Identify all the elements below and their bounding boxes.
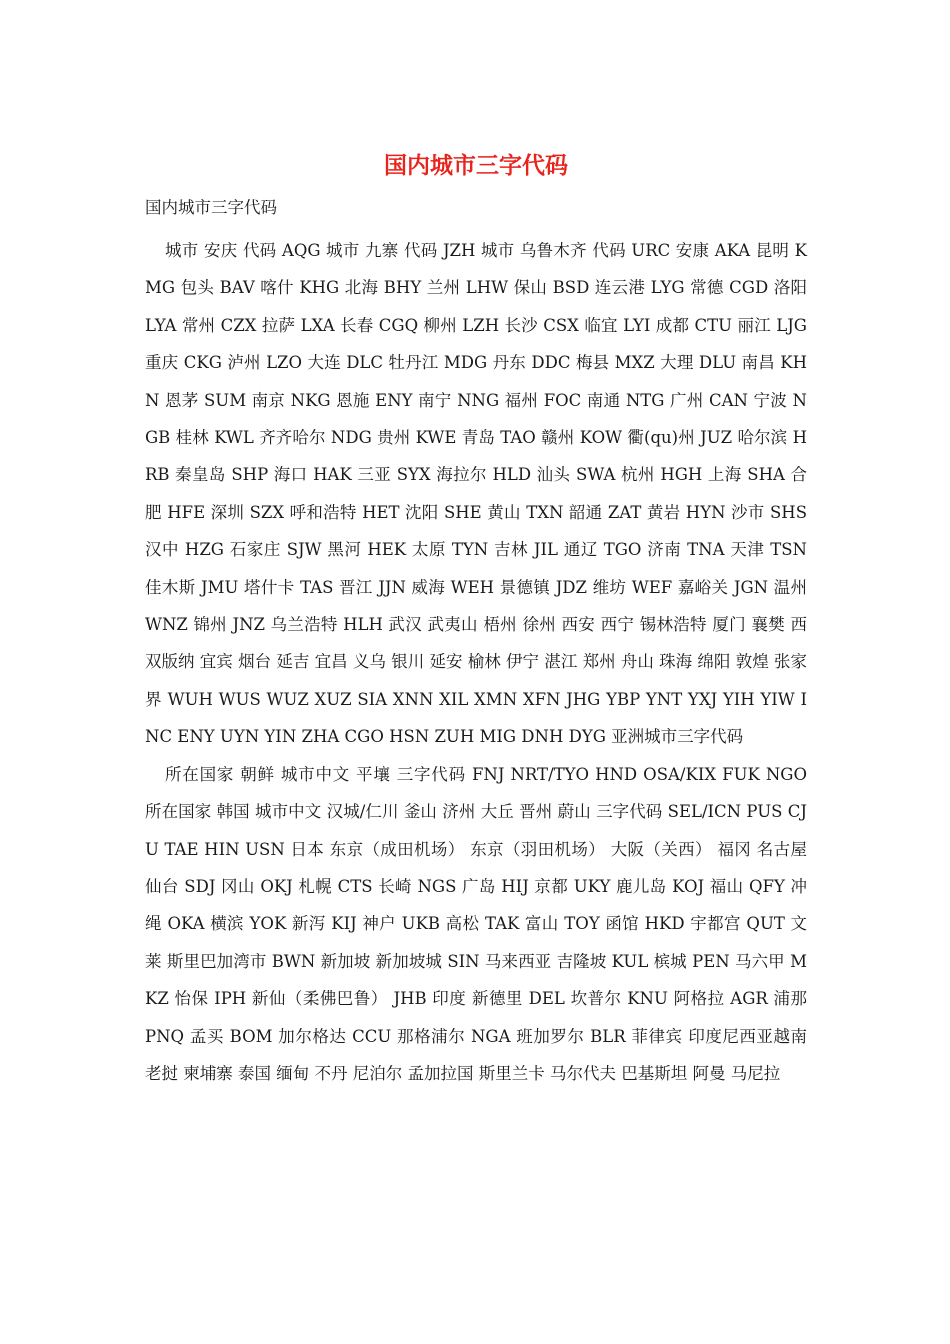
document-title: 国内城市三字代码 <box>384 152 568 179</box>
paragraph-asian-codes: 所在国家 朝鲜 城市中文 平壤 三字代码 FNJ NRT/TYO HND OSA/KIX FUK NGO 所在国家 韩国 城市中文 汉城/仁川 釜山 济州 大丘 晋州 蔚山 三字代码 SEL/ICN PUS CJU TAE HIN USN 日本 东京（成田机场） 东京（羽田机场） 大阪（关西） 福冈 名古屋 仙台 SDJ 冈山 OKJ 札幌 CTS 长崎 NGS 广岛 HIJ 京都 UKY 鹿儿岛 KOJ 福山 QFY 冲绳 OKA 横滨 YOK 新泻 KIJ 神户 UKB 高松 TAK 富山 TOY 函馆 HKD 宇都宫 QUT 文莱 斯里巴加湾市 BWN 新加坡 新加坡城 SIN 马来西亚 吉隆坡 KUL 槟城 PEN 马六甲 MKZ 怡保 IPH 新仙（柔佛巴鲁） JHB 印度 新德里 DEL 坎普尔 KNU 阿格拉 AGR 浦那 PNQ 孟买 BOM 加尔格达 CCU 那格浦尔 NGA 班加罗尔 BLR 菲律宾 印度尼西亚越南 老挝 柬埔寨 泰国 缅甸 不丹 尼泊尔 孟加拉国 斯里兰卡 马尔代夫 巴基斯坦 阿曼 马尼拉 <box>145 764 807 1083</box>
document-subtitle: 国内城市三字代码 <box>145 198 277 217</box>
paragraph-domestic-codes: 城市 安庆 代码 AQG 城市 九寨 代码 JZH 城市 乌鲁木齐 代码 URC 安康 AKA 昆明 KMG 包头 BAV 喀什 KHG 北海 BHY 兰州 LHW 保山 BSD 连云港 LYG 常德 CGD 洛阳 LYA 常州 CZX 拉萨 LXA 长春 CGQ 柳州 LZH 长沙 CSX 临宜 LYI 成都 CTU 丽江 LJG 重庆 CKG 泸州 LZO 大连 DLC 牡丹江 MDG 丹东 DDC 梅县 MXZ 大理 DLU 南昌 KHN 恩茅 SUM 南京 NKG 恩施 ENY 南宁 NNG 福州 FOC 南通 NTG 广州 CAN 宁波 NGB 桂林 KWL 齐齐哈尔 NDG 贵州 KWE 青岛 TAO 赣州 KOW 衢(qu)州 JUZ 哈尔滨 HRB 秦皇岛 SHP 海口 HAK 三亚 SYX 海拉尔 HLD 汕头 SWA 杭州 HGH 上海 SHA 合肥 HFE 深圳 SZX 呼和浩特 HET 沈阳 SHE 黄山 TXN 韶通 ZAT 黄岩 HYN 沙市 SHS 汉中 HZG 石家庄 SJW 黑河 HEK 太原 TYN 吉林 JIL 通辽 TGO 济南 TNA 天津 TSN 佳木斯 JMU 塔什卡 TAS 晋江 JJN 威海 WEH 景德镇 JDZ 维坊 WEF 嘉峪关 JGN 温州 WNZ 锦州 JNZ 乌兰浩特 HLH 武汉 武夷山 梧州 徐州 西安 西宁 锡林浩特 厦门 襄樊 西双版纳 宜宾 烟台 延吉 宜昌 义乌 银川 延安 榆林 伊宁 湛江 郑州 舟山 珠海 绵阳 敦煌 张家界 WUH WUS WUZ XUZ SIA XNN XIL XMN XFN JHG YBP YNT YXJ YIH YIW INC ENY UYN YIN ZHA CGO HSN ZUH MIG DNH DYG 亚洲城市三字代码 <box>145 241 807 747</box>
